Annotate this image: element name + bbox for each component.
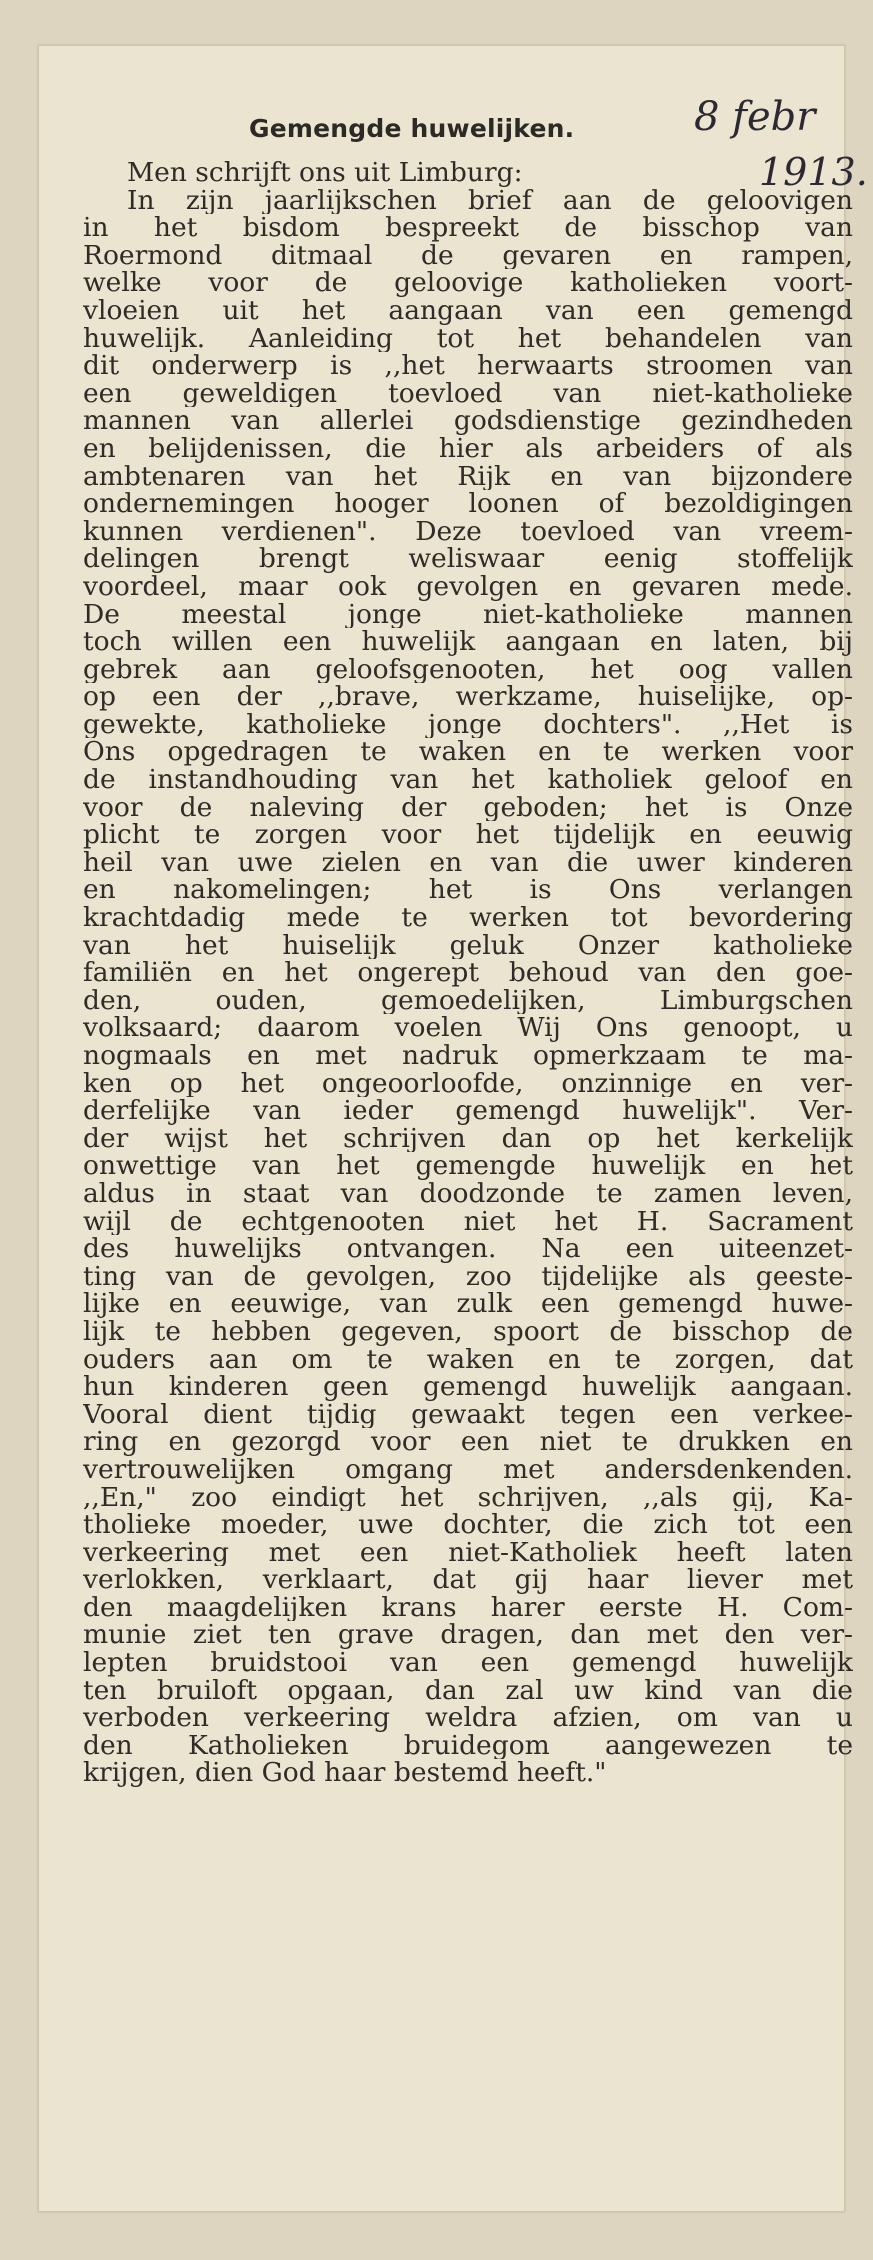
- handwritten-year: 1913.: [759, 150, 868, 194]
- article-line: mannen van allerlei godsdienstige gezindheden: [83, 407, 853, 435]
- article-line: den maagdelijken krans harer eerste H. Com-: [83, 1593, 853, 1622]
- article-line: lepten bruidstooi van een gemengd huwelijk: [83, 1649, 853, 1677]
- article-line: ting van de gevolgen, zoo tijdelijke als geeste-: [83, 1262, 853, 1291]
- article-headline: Gemengde huwelijken.: [249, 114, 575, 143]
- article-line: onwettige van het gemengde huwelijk en het: [83, 1152, 853, 1180]
- article-line: van het huiselijk geluk Onzer katholieke: [83, 931, 853, 960]
- article-line: In zijn jaarlijkschen brief aan de geloovigen: [127, 186, 853, 215]
- article-line: ring en gezorgd voor een niet te drukken en: [83, 1428, 853, 1456]
- article-line: huwelijk. Aanleiding tot het behandelen van: [83, 324, 853, 353]
- article-line: Roermond ditmaal de gevaren en rampen,: [83, 241, 853, 270]
- article-line: De meestal jonge niet-katholieke mannen: [83, 600, 853, 629]
- article-line: aldus in staat van doodzonde te zamen leven,: [83, 1179, 853, 1208]
- article-line: tholieke moeder, uwe dochter, die zich tot een: [83, 1511, 853, 1539]
- article-line: ondernemingen hooger loonen of bezoldigingen: [83, 490, 853, 518]
- article-line: volksaard; daarom voelen Wij Ons genoopt, u: [83, 1014, 853, 1042]
- article-line: lijk te hebben gegeven, spoort de bisschop de: [83, 1317, 853, 1346]
- article-line: vertrouwelijken omgang met andersdenkenden.: [83, 1455, 853, 1484]
- newspaper-clipping: [38, 45, 868, 2212]
- article-line: gewekte, katholieke jonge dochters". ,,Het is: [83, 710, 853, 739]
- article-line: Vooral dient tijdig gewaakt tegen een verkee-: [83, 1400, 853, 1429]
- article-line: krachtdadig mede te werken tot bevordering: [83, 904, 853, 932]
- article-line: welke voor de geloovige katholieken voort-: [83, 269, 853, 297]
- article-line: in het bisdom bespreekt de bisschop van: [83, 214, 853, 242]
- article-line: derfelijke van ieder gemengd huwelijk". Ver-: [83, 1097, 853, 1125]
- article-line: voor de naleving der geboden; het is Onze: [83, 793, 853, 822]
- article-line: de instandhouding van het katholiek geloof en: [83, 766, 853, 794]
- article-line: gebrek aan geloofsgenooten, het oog vallen: [83, 655, 853, 684]
- article-line: hun kinderen geen gemengd huwelijk aangaan.: [83, 1373, 853, 1401]
- article-line: Ons opgedragen te waken en te werken voor: [83, 738, 853, 767]
- article-line: lijke en eeuwige, van zulk een gemengd huwe-: [83, 1290, 853, 1318]
- article-line: krijgen, dien God haar bestemd heeft.": [83, 1759, 607, 1788]
- article-line: en belijdenissen, die hier als arbeiders of als: [83, 434, 853, 463]
- article-line: ambtenaren van het Rijk en van bijzondere: [83, 462, 853, 491]
- article-line: munie ziet ten grave dragen, dan met den ver-: [83, 1621, 853, 1650]
- article-line: voordeel, maar ook gevolgen en gevaren mede.: [83, 572, 853, 601]
- article-line: des huwelijks ontvangen. Na een uiteenzet-: [83, 1235, 853, 1263]
- article-line: der wijst het schrijven dan op het kerkelijk: [83, 1124, 853, 1153]
- article-line: den Katholieken bruidegom aangewezen te: [83, 1731, 853, 1760]
- article-line: verkeering met een niet-Katholiek heeft laten: [83, 1538, 853, 1567]
- article-line: heil van uwe zielen en van die uwer kinderen: [83, 848, 853, 877]
- article-line: plicht te zorgen voor het tijdelijk en eeuwig: [83, 821, 853, 849]
- article-line: ouders aan om te waken en te zorgen, dat: [83, 1345, 853, 1374]
- handwritten-date: 8 febr: [694, 94, 816, 140]
- article-line: ken op het ongeoorloofde, onzinnige en ver-: [83, 1069, 853, 1098]
- article-line: en nakomelingen; het is Ons verlangen: [83, 876, 853, 905]
- article-line: familiën en het ongerept behoud van den goe-: [83, 959, 853, 987]
- article-line: kunnen verdienen". Deze toevloed van vreem-: [83, 517, 853, 546]
- article-line: nogmaals en met nadruk opmerkzaam te ma-: [83, 1042, 853, 1070]
- article-line: toch willen een huwelijk aangaan en laten, bij: [83, 628, 853, 656]
- article-line: een geweldigen toevloed van niet-katholieke: [83, 379, 853, 408]
- article-line: dit onderwerp is ,,het herwaarts stroomen van: [83, 352, 853, 380]
- article-body: [83, 159, 853, 1787]
- article-line: verboden verkeering weldra afzien, om van u: [83, 1704, 853, 1732]
- article-line: den, ouden, gemoedelijken, Limburgschen: [83, 986, 853, 1015]
- article-line: vloeien uit het aangaan van een gemengd: [83, 296, 853, 325]
- article-line: ten bruiloft opgaan, dan zal uw kind van die: [83, 1676, 853, 1705]
- article-line: op een der ,,brave, werkzame, huiselijke, op-: [83, 683, 853, 711]
- article-line: Men schrijft ons uit Limburg:: [127, 159, 523, 187]
- article-line: verlokken, verklaart, dat gij haar liever met: [83, 1566, 853, 1594]
- article-line: delingen brengt weliswaar eenig stoffelijk: [83, 545, 853, 573]
- article-line: ,,En," zoo eindigt het schrijven, ,,als gij, Ka-: [83, 1483, 853, 1512]
- article-line: wijl de echtgenooten niet het H. Sacrament: [83, 1207, 853, 1236]
